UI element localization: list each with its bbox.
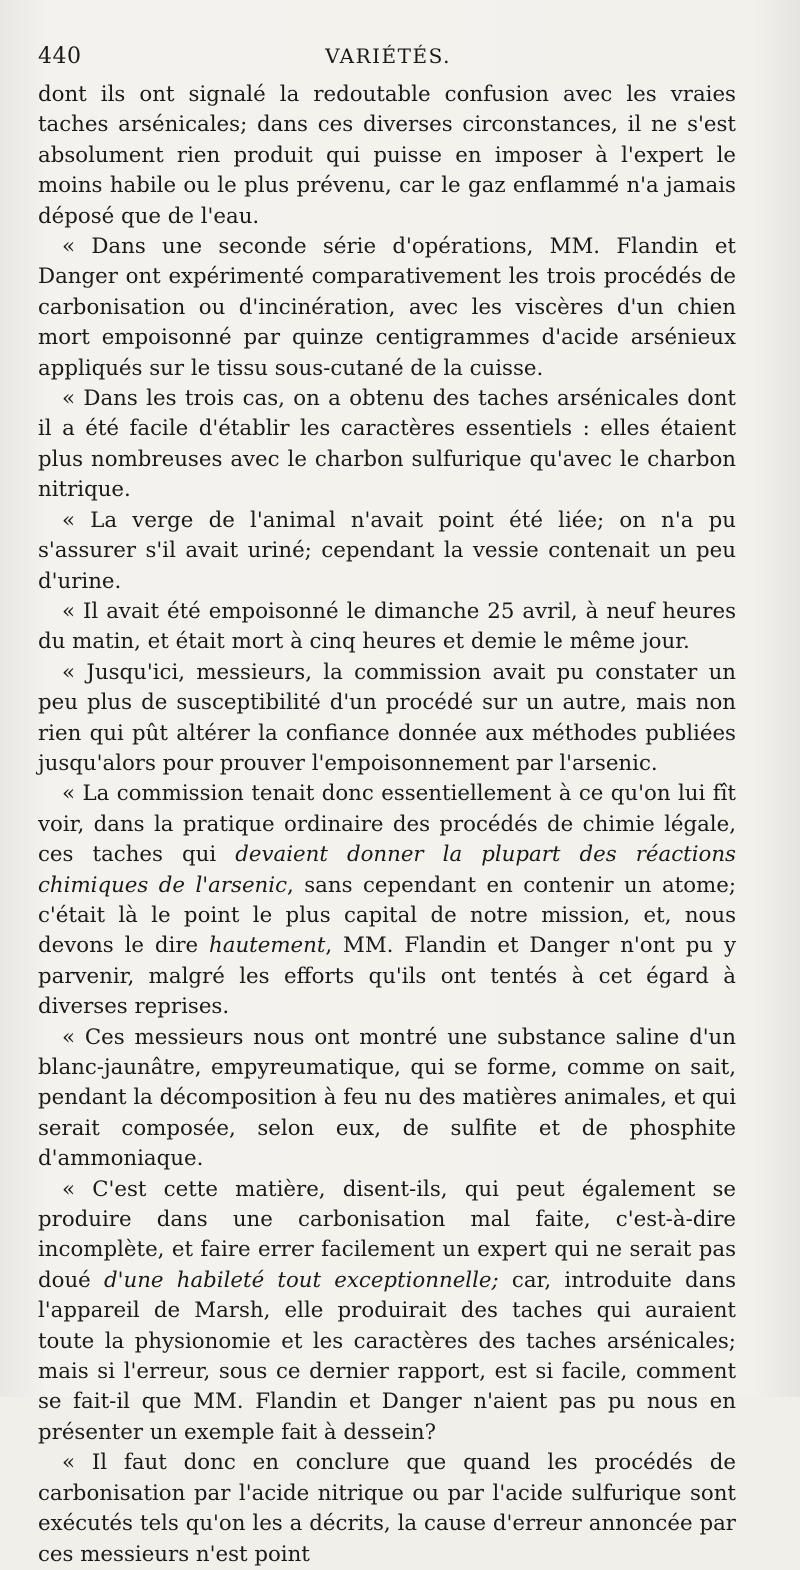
paragraph-7-emphasis-1: devaient donner la plupart des réactions chimiques de l'arsenic: [38, 842, 736, 898]
paragraph-7-part-3: , MM. Flandin et Danger n'ont pu y parvenir, malgré les efforts qu'ils ont tentés à cet égard à diverses reprises.: [38, 933, 736, 1020]
running-head: VARIÉTÉS.: [325, 44, 451, 68]
paragraph-5: « Il avait été empoisonné le dimanche 25 avril, à neuf heures du matin, et était mort à cinq heures et demie le même jour.: [38, 598, 736, 655]
page-number: 440: [38, 44, 82, 69]
paragraph-8: « Ces messieurs nous ont montré une substance saline d'un blanc-jaunâtre, empyreumatique, qui se forme, comme on sait, pendant la décomposition à feu nu des matières animales, et qui serait composée, selon eux, de sulfite et de phosphite d'ammoniaque.: [38, 1024, 736, 1172]
paragraph-9: [38, 1175, 736, 1449]
paragraph-9-part-1: « C'est cette matière, disent-ils, qui peut également se produire dans une carbonisation mal faite, c'est-à-dire incomplète, et faire errer facilement un expert qui ne serait pas doué: [38, 1176, 736, 1293]
paragraph-7: [38, 779, 736, 1022]
paragraph-4: « La verge de l'animal n'avait point été liée; on n'a pu s'assurer s'il avait uriné; cependant la vessie contenait un peu d'urine.: [38, 507, 736, 594]
page-header: [38, 40, 738, 74]
paragraph-1: dont ils ont signalé la redoutable confusion avec les vraies taches arsénicales; dans ces diverses circonstances, il ne s'est absolument rien produit qui puisse en imposer à l'expert le moins habile ou le plus prévenu, car le gaz enflammé n'a jamais déposé que de l'eau.: [38, 82, 736, 229]
paragraph-6: « Jusqu'ici, messieurs, la commission avait pu constater un peu plus de susceptibilité d'un procédé sur un autre, mais non rien qui pût altérer la confiance donnée aux méthodes publiées jusqu'alors pour prouver l'empoisonnement par l'arsenic.: [38, 659, 736, 776]
paragraph-7-part-2: , sans cependant en contenir un atome; c'était là le point le plus capital de notre mission, et, nous devons le dire: [38, 872, 736, 959]
body-text: [38, 80, 736, 1570]
paragraph-10: « Il faut donc en conclure que quand les procédés de carbonisation par l'acide nitrique ou par l'acide sulfurique sont exécutés tels qu'on les a décrits, la cause d'erreur annoncée par ces messieurs n'est point: [38, 1450, 736, 1567]
paragraph-7-emphasis-2: hautement: [209, 933, 326, 959]
paragraph-2: « Dans une seconde série d'opérations, MM. Flandin et Danger ont expérimenté comparativement les trois procédés de carbonisation ou d'incinération, avec les viscères d'un chien mort empoisonné par quinze centigrammes d'acide arsénieux appliqués sur le tissu sous-cutané de la cuisse.: [38, 234, 736, 381]
paragraph-9-emphasis: d'une habileté tout exceptionnelle;: [104, 1267, 499, 1293]
paragraph-9-part-2: car, introduite dans l'appareil de Marsh, elle produirait des taches qui auraient toute la physionomie et les caractères des taches arsénicales; mais si l'erreur, sous ce dernier rapport, est si facile, comment se fait-il que MM. Flandin et Danger n'aient pas pu nous en présenter un exemple fait à dessein?: [38, 1267, 736, 1445]
paragraph-7-part-1: « La commission tenait donc essentiellement à ce qu'on lui fît voir, dans la pratique ordinaire des procédés de chimie légale, ces taches qui: [38, 781, 736, 868]
paragraph-3: « Dans les trois cas, on a obtenu des taches arsénicales dont il a été facile d'établir les caractères essentiels : elles étaient plus nombreuses avec le charbon sulfurique qu'avec le charbon nitrique.: [38, 386, 736, 503]
